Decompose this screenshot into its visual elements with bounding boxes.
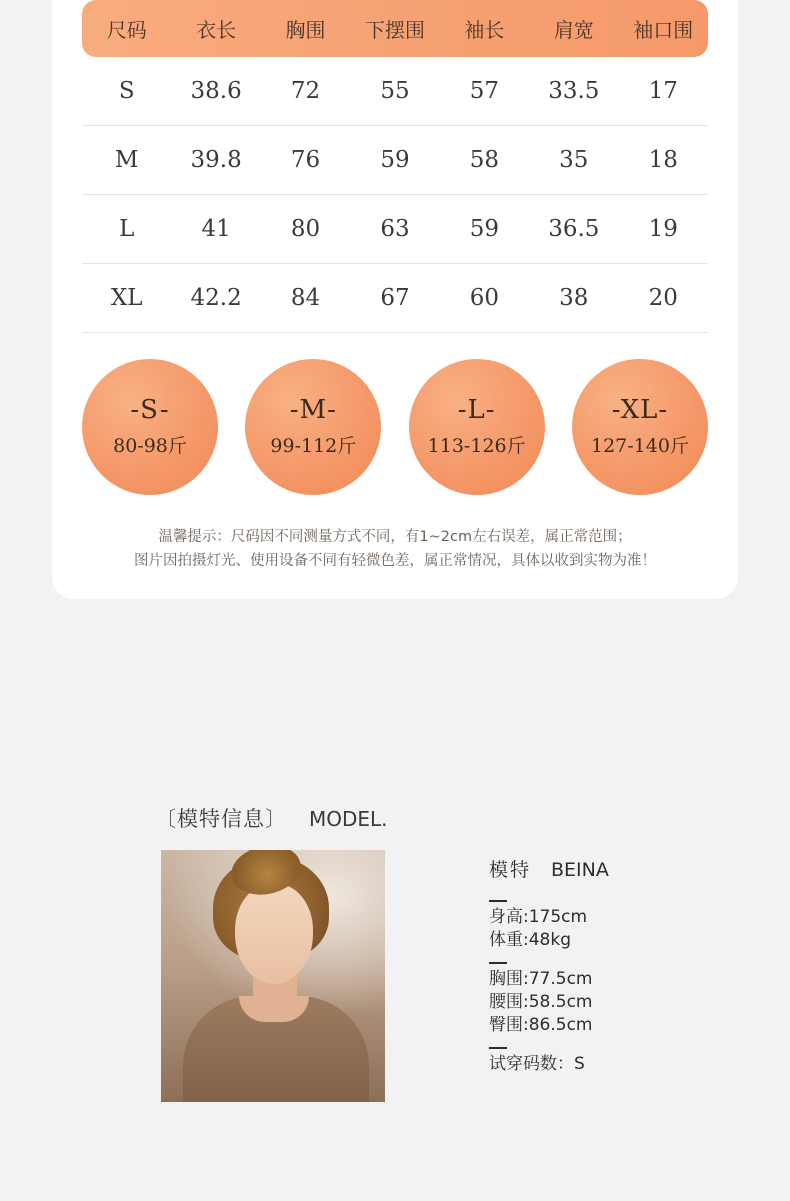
cell-shoulder: 33.5 bbox=[529, 57, 618, 126]
circle-size-label: -S- bbox=[130, 395, 170, 426]
column-header-bust: 胸围 bbox=[285, 18, 326, 42]
model-section-title bbox=[155, 803, 388, 833]
tips-line-1: 温馨提示：尺码因不同测量方式不同，有1~2cm左右误差，属正常范围； bbox=[158, 529, 632, 545]
cell-hem: 67 bbox=[350, 264, 439, 333]
size-chart-card bbox=[52, 0, 738, 599]
size-chart-table bbox=[82, 0, 708, 333]
cell-hem: 55 bbox=[350, 57, 439, 126]
model-face-shape bbox=[235, 884, 313, 984]
column-header-length: 衣长 bbox=[196, 18, 237, 42]
model-waist: 腰围:58.5cm bbox=[489, 992, 593, 1012]
column-header-shoulder: 肩宽 bbox=[553, 18, 594, 42]
cell-length: 39.8 bbox=[171, 126, 260, 195]
cell-sleeve-length: 60 bbox=[440, 264, 529, 333]
divider-2 bbox=[489, 962, 507, 964]
model-name-row bbox=[489, 855, 609, 882]
circle-size-label: -L- bbox=[457, 395, 496, 426]
circle-weight-label: 113-126斤 bbox=[427, 434, 526, 457]
cell-length: 41 bbox=[171, 195, 260, 264]
cell-cuff: 20 bbox=[619, 264, 708, 333]
cell-size: M bbox=[82, 126, 171, 195]
model-title-cn: 〔模特信息〕 bbox=[155, 807, 287, 831]
cell-size: L bbox=[82, 195, 171, 264]
weight-circle-l bbox=[409, 359, 545, 495]
cell-shoulder: 35 bbox=[529, 126, 618, 195]
table-row bbox=[82, 195, 708, 264]
table-row bbox=[82, 126, 708, 195]
table-row bbox=[82, 264, 708, 333]
circle-weight-label: 127-140斤 bbox=[591, 434, 689, 457]
column-header-sleeve-length: 袖长 bbox=[464, 18, 505, 42]
divider-3 bbox=[489, 1047, 507, 1049]
model-bust: 胸围:77.5cm bbox=[489, 969, 593, 989]
column-header-cuff: 袖口围 bbox=[633, 18, 694, 42]
weight-circle-xl bbox=[572, 359, 708, 495]
model-name-value: BEINA bbox=[551, 859, 609, 881]
cell-cuff: 17 bbox=[619, 57, 708, 126]
column-header-hem: 下摆围 bbox=[364, 18, 425, 42]
model-try-size: 试穿码数：S bbox=[489, 1054, 585, 1074]
size-tips bbox=[82, 525, 708, 573]
cell-sleeve-length: 58 bbox=[440, 126, 529, 195]
table-row bbox=[82, 57, 708, 126]
cell-hem: 63 bbox=[350, 195, 439, 264]
table-header-row bbox=[82, 0, 708, 57]
cell-bust: 76 bbox=[261, 126, 350, 195]
cell-hem: 59 bbox=[350, 126, 439, 195]
model-photo bbox=[161, 850, 385, 1102]
circle-size-label: -M- bbox=[289, 395, 337, 426]
cell-bust: 72 bbox=[261, 57, 350, 126]
cell-bust: 80 bbox=[261, 195, 350, 264]
weight-circle-s bbox=[82, 359, 218, 495]
cell-bust: 84 bbox=[261, 264, 350, 333]
cell-size: S bbox=[82, 57, 171, 126]
column-header-size: 尺码 bbox=[106, 18, 147, 42]
divider-1 bbox=[489, 900, 507, 902]
cell-shoulder: 38 bbox=[529, 264, 618, 333]
size-chart-header bbox=[82, 0, 708, 57]
model-name-label: 模特 bbox=[489, 859, 532, 881]
cell-sleeve-length: 57 bbox=[440, 57, 529, 126]
circle-weight-label: 80-98斤 bbox=[113, 434, 187, 457]
cell-shoulder: 36.5 bbox=[529, 195, 618, 264]
circle-size-label: -XL- bbox=[611, 395, 669, 426]
cell-sleeve-length: 59 bbox=[440, 195, 529, 264]
cell-cuff: 19 bbox=[619, 195, 708, 264]
model-hip: 臀围:86.5cm bbox=[489, 1015, 593, 1035]
cell-size: XL bbox=[82, 264, 171, 333]
cell-length: 42.2 bbox=[171, 264, 260, 333]
weight-circle-m bbox=[245, 359, 381, 495]
tips-line-2: 图片因拍摄灯光、使用设备不同有轻微色差，属正常情况，具体以收到实物为准！ bbox=[134, 553, 656, 569]
size-chart-body bbox=[82, 57, 708, 333]
model-height: 身高:175cm bbox=[489, 907, 588, 927]
circle-weight-label: 99-112斤 bbox=[270, 434, 357, 457]
model-details bbox=[489, 855, 609, 1076]
cell-length: 38.6 bbox=[171, 57, 260, 126]
model-photo-inner bbox=[161, 850, 385, 1102]
model-weight: 体重:48kg bbox=[489, 930, 571, 950]
weight-recommendation-group bbox=[82, 359, 708, 495]
cell-cuff: 18 bbox=[619, 126, 708, 195]
model-title-en: MODEL. bbox=[309, 807, 388, 831]
